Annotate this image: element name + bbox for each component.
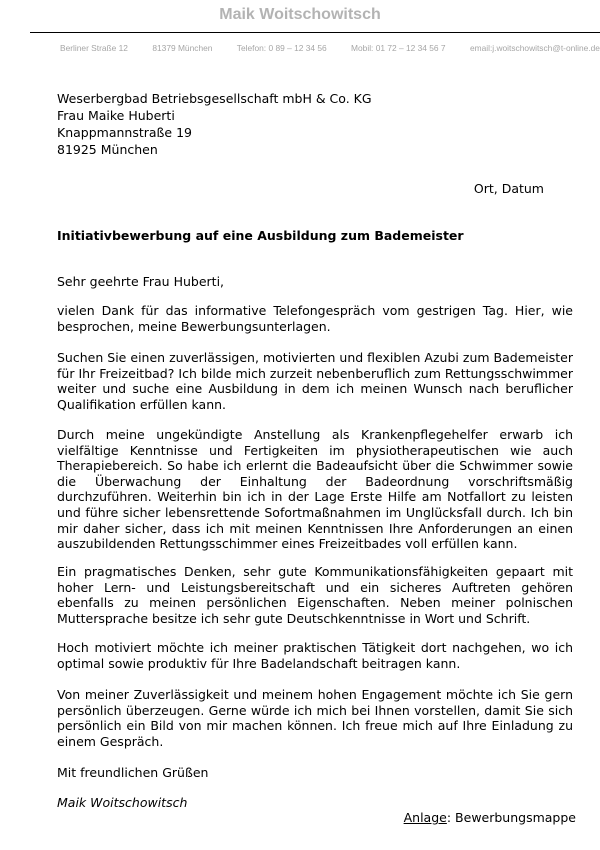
body-paragraph: Durch meine ungekündigte Anstellung als Krankenpflegehelfer erwarb ich vielfältige Kenntnisse und Fertigkeiten im physiotherapeutischen wie auch Therapiebereich. So habe ich erlernt die Badeaufsicht über die Schwimmer sowie die Überwachung der Einhaltung der Badeordnung vorschriftsmäßig durchzuführen. Weiterhin bin ich in der Lage Erste Hilfe am Notfallort zu leisten und führe sicher lebensrettende Sofortmaßnahmen im Unglücksfall durch. Ich bin mir daher sicher, dass ich mit meinen Kenntnissen Ihre Anforderungen an einen auszubildenden Rettungsschimmer eines Freizeitbades voll erfüllen kann.	[57, 427, 573, 552]
closing-phrase: Mit freundlichen Grüßen	[57, 765, 209, 780]
body-paragraph: Von meiner Zuverlässigkeit und meinem hohen Engagement möchte ich Sie gern persönlich überzeugen. Gerne würde ich mich bei Ihnen vorstellen, damit Sie sich persönlich ein Bild von mir machen können. Ich freue mich auf Ihre Einladung zu einem Gespräch.	[57, 687, 573, 749]
recipient-street: Knappmannstraße 19	[57, 125, 192, 140]
recipient-city: 81925 München	[57, 142, 158, 157]
enclosure-separator: :	[446, 810, 452, 825]
header-divider	[30, 32, 600, 33]
signature-name: Maik Woitschowitsch	[57, 795, 188, 810]
salutation: Sehr geehrte Frau Huberti,	[57, 274, 225, 289]
enclosure-label: Anlage	[403, 810, 447, 825]
sender-email: email:j.woitschowitsch@t-online.de	[469, 43, 600, 53]
place-date: Ort, Datum	[473, 181, 544, 196]
sender-mobile: Mobil: 01 72 – 12 34 56 7	[351, 43, 446, 53]
body-paragraph: Suchen Sie einen zuverlässigen, motivierten und flexiblen Azubi zum Bademeister für Ihr Freizeitbad? Ich bilde mich zurzeit nebenberuflich zum Rettungsschwimmer weiter und suche eine Ausbildung in dem ich meinen Wunsch nach beruflicher Qualifikation erfüllen kann.	[57, 350, 573, 412]
recipient-contact-person: Frau Maike Huberti	[57, 108, 175, 123]
sender-name-header: Maik Woitschowitsch	[219, 6, 381, 23]
recipient-address	[57, 90, 372, 158]
sender-street: Berliner Straße 12	[60, 43, 128, 53]
enclosure-note	[404, 810, 576, 825]
enclosure-value: Bewerbungsmappe	[455, 810, 576, 825]
body-paragraph: Ein pragmatisches Denken, sehr gute Kommunikationsfähigkeiten gepaart mit hoher Lern- und Leistungsbereitschaft und ein sicheres Auftreten gehören ebenfalls zu meinen persönlichen Eigenschaften. Neben meiner polnischen Muttersprache besitze ich sehr gute Deutschkenntnisse in Wort und Schrift.	[57, 564, 573, 626]
sender-city: 81379 München	[152, 43, 213, 53]
sender-contact-line	[60, 43, 600, 53]
recipient-company: Weserbergbad Betriebsgesellschaft mbH & Co. KG	[57, 91, 372, 106]
body-paragraph: Hoch motiviert möchte ich meiner praktischen Tätigkeit dort nachgehen, wo ich optimal sowie produktiv für Ihre Badelandschaft beitragen kann.	[57, 640, 573, 671]
sender-phone: Telefon: 0 89 – 12 34 56	[236, 43, 327, 53]
letter-subject: Initiativbewerbung auf eine Ausbildung zum Bademeister	[57, 228, 464, 243]
body-paragraph: vielen Dank für das informative Telefongespräch vom gestrigen Tag. Hier, wie besprochen, meine Bewerbungsunterlagen.	[57, 303, 573, 334]
